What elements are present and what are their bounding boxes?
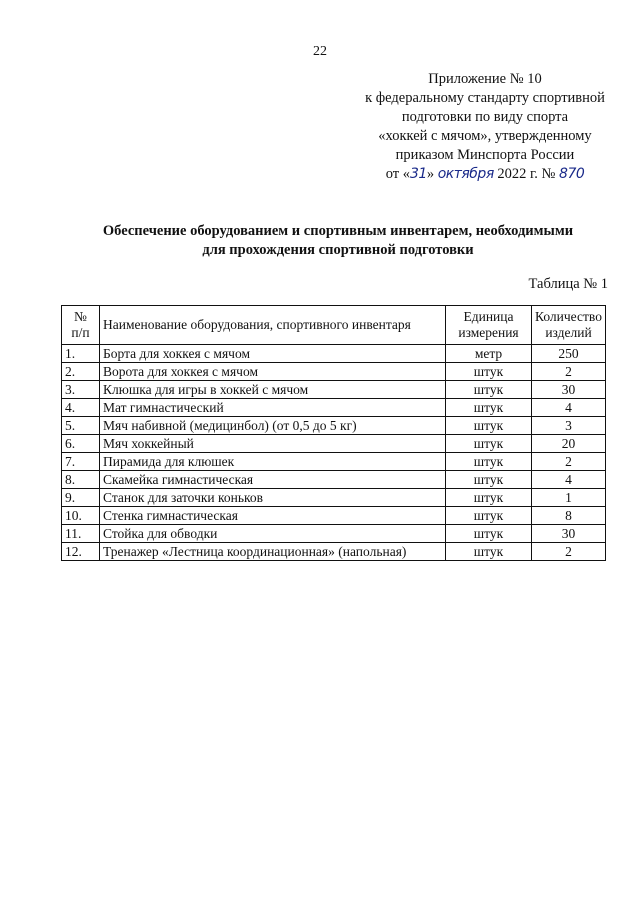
row-qty: 2 <box>532 363 606 381</box>
row-name: Борта для хоккея с мячом <box>100 345 446 363</box>
row-num: 11. <box>62 525 100 543</box>
row-num: 2. <box>62 363 100 381</box>
row-name: Пирамида для клюшек <box>100 453 446 471</box>
row-qty: 8 <box>532 507 606 525</box>
row-name: Станок для заточки коньков <box>100 489 446 507</box>
date-month-handwritten: октября <box>437 166 494 182</box>
table-row <box>62 489 606 507</box>
row-qty: 30 <box>532 381 606 399</box>
appendix-line: приказом Минспорта России <box>395 147 575 163</box>
document-title <box>60 222 616 260</box>
row-unit: штук <box>446 471 532 489</box>
row-unit: штук <box>446 381 532 399</box>
row-unit: штук <box>446 507 532 525</box>
row-qty: 4 <box>532 471 606 489</box>
appendix-line: подготовки по виду спорта <box>401 109 569 125</box>
page-number: 22 <box>313 44 327 59</box>
row-unit: штук <box>446 399 532 417</box>
row-name: Ворота для хоккея с мячом <box>100 363 446 381</box>
row-num: 7. <box>62 453 100 471</box>
table-row <box>62 507 606 525</box>
header-unit: Единица измерения <box>446 306 532 345</box>
table-header-row <box>62 306 606 345</box>
row-num: 10. <box>62 507 100 525</box>
equipment-table <box>61 305 606 561</box>
appendix-line: Приложение № 10 <box>428 71 542 87</box>
order-number-handwritten: 870 <box>559 166 585 182</box>
header-num: № п/п <box>62 306 100 345</box>
table-row <box>62 345 606 363</box>
appendix-line: «хоккей с мячом», утвержденному <box>378 128 592 144</box>
table-row <box>62 453 606 471</box>
row-num: 9. <box>62 489 100 507</box>
header-name: Наименование оборудования, спортивного инвентаря <box>100 306 446 345</box>
row-qty: 2 <box>532 453 606 471</box>
row-num: 6. <box>62 435 100 453</box>
table-row <box>62 525 606 543</box>
row-qty: 30 <box>532 525 606 543</box>
table-row <box>62 543 606 561</box>
table-row <box>62 399 606 417</box>
date-day-handwritten: 31 <box>410 166 427 182</box>
row-qty: 2 <box>532 543 606 561</box>
appendix-line: к федеральному стандарту спортивной <box>365 90 605 106</box>
date-close: » <box>426 166 435 182</box>
row-qty: 3 <box>532 417 606 435</box>
row-name: Мяч хоккейный <box>100 435 446 453</box>
appendix-block <box>335 70 635 184</box>
date-prefix: от « <box>385 166 410 182</box>
date-year: 2022 г. № <box>497 166 556 182</box>
title-line-2: для прохождения спортивной подготовки <box>202 242 474 258</box>
row-num: 8. <box>62 471 100 489</box>
row-name: Стойка для обводки <box>100 525 446 543</box>
row-unit: штук <box>446 417 532 435</box>
row-num: 3. <box>62 381 100 399</box>
row-unit: штук <box>446 489 532 507</box>
row-name: Клюшка для игры в хоккей с мячом <box>100 381 446 399</box>
row-unit: штук <box>446 435 532 453</box>
row-unit: штук <box>446 525 532 543</box>
row-name: Скамейка гимнастическая <box>100 471 446 489</box>
row-num: 4. <box>62 399 100 417</box>
table-row <box>62 363 606 381</box>
row-qty: 20 <box>532 435 606 453</box>
row-unit: метр <box>446 345 532 363</box>
row-name: Тренажер «Лестница координационная» (напольная) <box>100 543 446 561</box>
row-qty: 1 <box>532 489 606 507</box>
row-unit: штук <box>446 363 532 381</box>
appendix-date-line <box>335 165 635 184</box>
table-label: Таблица № 1 <box>528 276 608 292</box>
row-unit: штук <box>446 543 532 561</box>
row-name: Мяч набивной (медицинбол) (от 0,5 до 5 кг) <box>100 417 446 435</box>
header-qty: Количество изделий <box>532 306 606 345</box>
row-num: 12. <box>62 543 100 561</box>
table-row <box>62 381 606 399</box>
title-line-1: Обеспечение оборудованием и спортивным инвентарем, необходимыми <box>102 223 574 239</box>
table-row <box>62 435 606 453</box>
row-num: 5. <box>62 417 100 435</box>
row-name: Мат гимнастический <box>100 399 446 417</box>
row-num: 1. <box>62 345 100 363</box>
table-row <box>62 471 606 489</box>
table-row <box>62 417 606 435</box>
row-unit: штук <box>446 453 532 471</box>
row-name: Стенка гимнастическая <box>100 507 446 525</box>
row-qty: 4 <box>532 399 606 417</box>
row-qty: 250 <box>532 345 606 363</box>
